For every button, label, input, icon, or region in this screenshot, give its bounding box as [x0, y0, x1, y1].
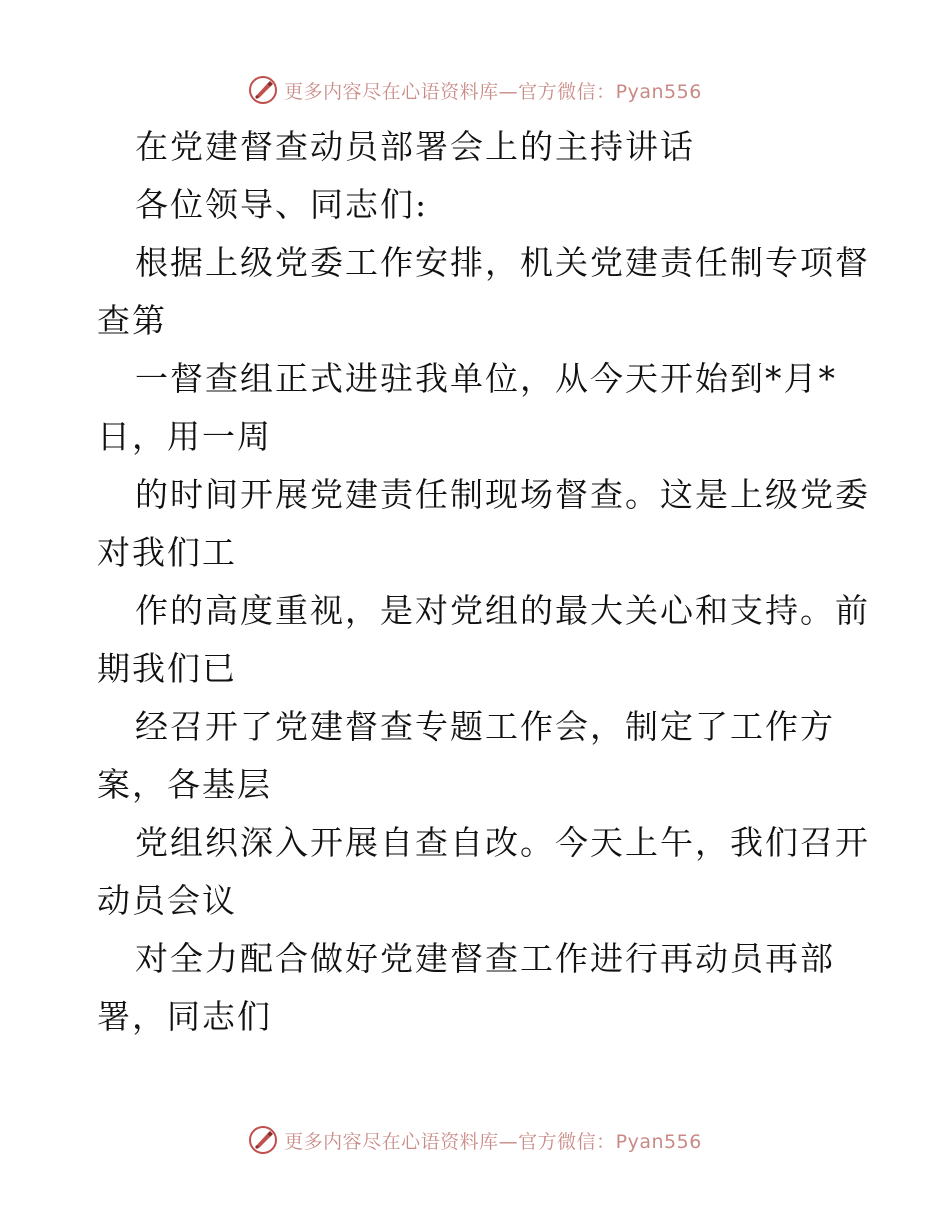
paragraph-line: 对全力配合做好党建督查工作进行再动员再部	[135, 939, 835, 978]
paragraph-line: 党组织深入开展自查自改。今天上午，我们召开	[135, 823, 870, 862]
paragraph-line: 一督查组正式进驻我单位，从今天开始到*月*	[135, 359, 837, 398]
paragraph-line: 的时间开展党建责任制现场督查。这是上级党委	[135, 475, 870, 514]
document-body	[97, 118, 870, 1046]
paragraph-line: 案，各基层	[97, 765, 272, 804]
salutation: 各位领导、同志们:	[135, 185, 429, 224]
paragraph-line: 日，用一周	[97, 417, 272, 456]
document-title: 在党建督查动员部署会上的主持讲话	[135, 127, 695, 166]
footer-watermark-banner	[0, 1120, 950, 1160]
paragraph-line: 对我们工	[97, 533, 237, 572]
header-watermark-banner	[0, 70, 950, 110]
footer-watermark-text: 更多内容尽在心语资料库—官方微信：Pyan556	[284, 1130, 702, 1153]
paragraph-line: 经召开了党建督查专题工作会，制定了工作方	[135, 707, 835, 746]
paragraph-line: 作的高度重视，是对党组的最大关心和支持。前	[135, 591, 870, 630]
paragraph-line: 查第	[97, 301, 167, 340]
header-watermark-text: 更多内容尽在心语资料库—官方微信：Pyan556	[284, 80, 702, 103]
pen-logo-icon	[248, 1125, 278, 1155]
paragraph-line: 动员会议	[97, 881, 237, 920]
pen-logo-icon	[248, 75, 278, 105]
paragraph-line: 期我们已	[97, 649, 237, 688]
paragraph-line: 根据上级党委工作安排，机关党建责任制专项督	[135, 243, 870, 282]
paragraph-line: 署，同志们	[97, 997, 272, 1036]
